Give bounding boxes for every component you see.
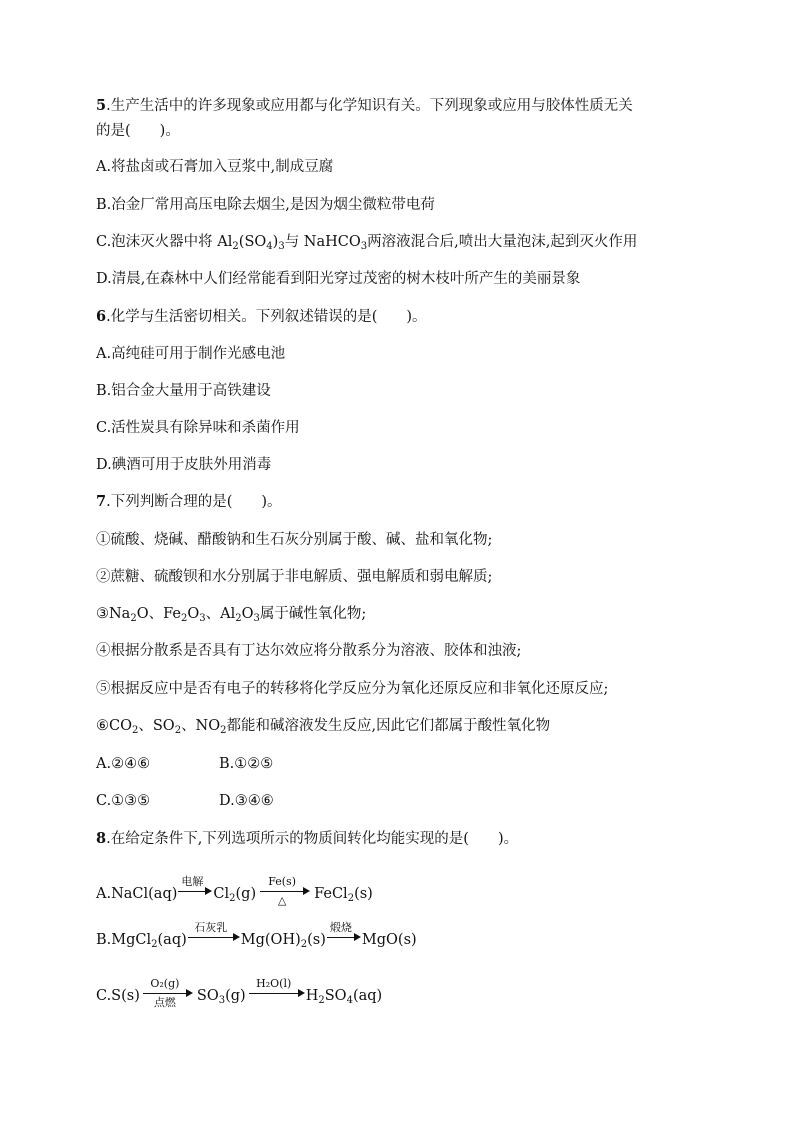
q8-option-a: A.NaCl(aq) 电解 $Cl_2(g)$ Fe(s) △ FeCl$_2$(s)	[96, 875, 373, 907]
q8-c-arrow-2	[249, 977, 305, 1000]
q5-option-b: B.冶金厂常用高压电除去烟尘,是因为烟尘微粒带电荷	[96, 197, 435, 213]
q5-option-d: D.清晨,在森林中人们经常能看到阳光穿过茂密的树木枝叶所产生的美丽景象	[96, 271, 581, 287]
q7-statement-1: ①硫酸、烧碱、醋酸钠和生石灰分别属于酸、碱、盐和氧化物;	[96, 532, 493, 548]
q5-stem-line2: 的是( )。	[96, 123, 180, 139]
q7-option-b: B.①②⑤	[219, 756, 274, 772]
q8-c-arrow1-condition-below: 点燃	[153, 996, 176, 1009]
q5-stem-text: .生产生活中的许多现象或应用都与化学知识有关。下列现象或应用与胶体性质无关	[106, 98, 633, 114]
q5-number: 5	[96, 97, 107, 114]
q6-option-c: C.活性炭具有除异味和杀菌作用	[96, 420, 300, 436]
q7-statement-2: ②蔗糖、硫酸钡和水分别属于非电解质、强电解质和弱电解质;	[96, 569, 493, 585]
q8-stem: 8.在给定条件下,下列选项所示的物质间转化均能实现的是( )。	[96, 830, 519, 847]
q8-b-arrow-2	[327, 921, 361, 944]
q8-number: 8	[96, 830, 107, 847]
q8-a-arrow2-condition-below: △	[277, 894, 287, 907]
q8-c-arrow2-condition: H₂O(l)	[256, 977, 292, 990]
q8-a-reactant: A.NaCl(aq)	[96, 886, 178, 902]
q8-b-arrow2-condition: 煅烧	[329, 921, 352, 934]
q8-a-arrow2-condition-above: Fe(s)	[268, 875, 296, 888]
q7-options-row2	[96, 791, 274, 811]
q6-number: 6	[96, 308, 107, 325]
q7-number: 7	[96, 493, 107, 510]
q6-option-d: D.碘酒可用于皮肤外用消毒	[96, 457, 272, 473]
q6-option-b: B.铝合金大量用于高铁建设	[96, 383, 271, 399]
q8-b-arrow-1	[188, 921, 240, 944]
q8-a-arrow-1	[178, 875, 212, 898]
q7-statement-3: $③Na_2O$、$Fe_2O_3$、$Al_2O_3$属于碱性氧化物;	[96, 606, 367, 624]
q5-option-c: C.泡沫灭火器中将 $Al_2(SO_4)_3$与 NaHCO$_3$两溶液混合后,喷出大量泡沫,起到灭火作用	[96, 234, 638, 252]
q5-option-a: A.将盐卤或石膏加入豆浆中,制成豆腐	[96, 159, 334, 175]
q7-statement-4: ④根据分散系是否具有丁达尔效应将分散系分为溶液、胶体和浊液;	[96, 643, 522, 659]
q8-a-arrow1-condition: 电解	[181, 875, 204, 888]
q7-option-a: A.②④⑥	[96, 756, 151, 772]
q6-stem: 6.化学与生活密切相关。下列叙述错误的是( )。	[96, 308, 427, 325]
q8-option-c: C.S(s) O₂(g) 点燃 $SO_3(g)$ H₂O(l) $H_2SO_4(aq)$	[96, 977, 383, 1009]
q8-a-arrow-2	[260, 875, 310, 907]
q8-b-arrow1-condition: 石灰乳	[194, 921, 228, 934]
q6-option-a: A.高纯硅可用于制作光感电池	[96, 346, 286, 362]
q5-stem-line1	[96, 96, 633, 116]
q8-option-b: B.MgCl$_2$(aq) 石灰乳 $Mg(OH)_2(s)$ 煅烧 MgO(s)	[96, 921, 417, 950]
q7-statement-5: ⑤根据反应中是否有电子的转移将化学反应分为氧化还原反应和非氧化还原反应;	[96, 681, 609, 697]
q8-c-arrow-1	[143, 977, 193, 1009]
q7-options-row1	[96, 754, 274, 774]
q8-c-arrow1-condition-above: O₂(g)	[150, 977, 180, 990]
q7-option-d: D.③④⑥	[219, 793, 274, 809]
q7-stem: 7.下列判断合理的是( )。	[96, 493, 282, 510]
q7-statement-6: $⑥CO_2$、$SO_2$、$NO_2$都能和碱溶液发生反应,因此它们都属于酸性氧化物	[96, 718, 551, 736]
q7-option-c: C.①③⑤	[96, 793, 151, 809]
